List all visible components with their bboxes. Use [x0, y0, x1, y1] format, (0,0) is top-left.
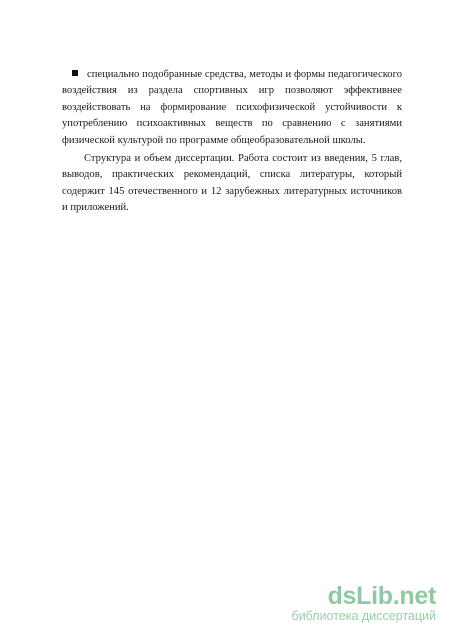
square-bullet-icon — [72, 70, 78, 76]
bullet-paragraph-text: специально подобранные средства, методы и формы педагогического воздействия из раздела спортивных игр позволяют эффективнее воздействовать на формирование психофизической устойчивости к употреблению психоактивных веществ по сравнению с занятиями физической культурой по программе общеобразовательной школы. — [62, 69, 402, 146]
watermark-logo: dsLib.net — [327, 582, 436, 610]
watermark — [292, 584, 436, 624]
bullet-paragraph — [62, 67, 402, 149]
structure-paragraph: Структура и объем диссертации. Работа состоит из введения, 5 глав, выводов, практических рекомендаций, списка литературы, который содержит 145 отечественного и 12 зарубежных литературных источников и приложений. — [62, 153, 402, 214]
document-body — [62, 67, 402, 217]
watermark-caption: библиотека диссертаций — [291, 609, 436, 623]
